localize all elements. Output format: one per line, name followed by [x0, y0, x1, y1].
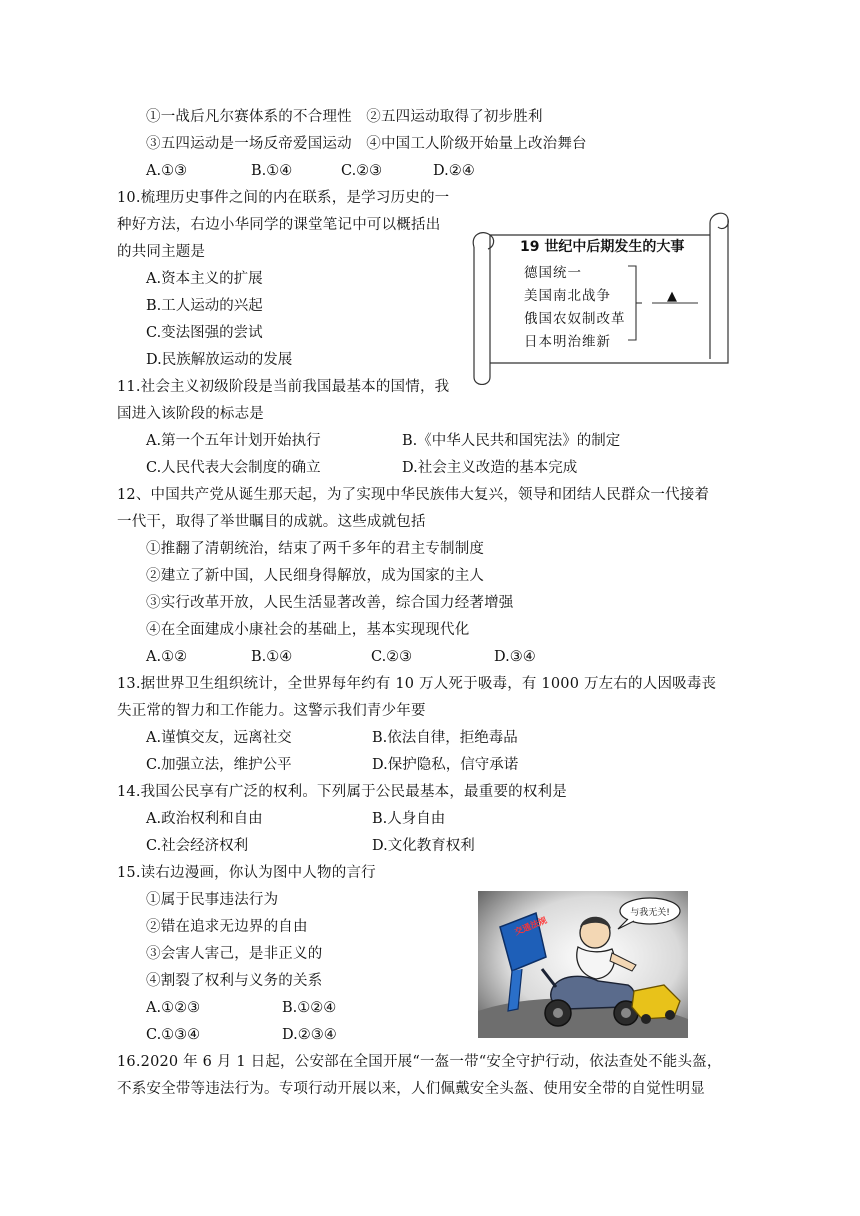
q12-stem-line2: 一代干，取得了举世瞩目的成就。这些成就包括 [117, 514, 426, 530]
q12-option-c: C.②③ [371, 649, 413, 665]
q15-statement-2: ②错在追求无边界的自由 [146, 919, 308, 935]
notes-item-2: 美国南北战争 [524, 288, 611, 304]
q12-option-d: D.③④ [494, 649, 536, 665]
q12-statement-3: ③实行改革开放，人民生活显著改善，综合国力经著增强 [146, 595, 514, 611]
q11-option-a: A.第一个五年计划开始执行 [146, 433, 321, 449]
notes-title: 19 世纪中后期发生的大事 [520, 239, 685, 255]
q14-option-a: A.政治权利和自由 [146, 811, 263, 827]
q15-option-b: B.①②④ [282, 1000, 337, 1016]
q10-option-d: D.民族解放运动的发展 [146, 352, 293, 368]
q14-stem-line1: 14.我国公民享有广泛的权利。下列属于公民最基本，最重要的权利是 [117, 784, 567, 800]
q9-option-b: B.①④ [251, 163, 293, 179]
q13-stem-line1: 13.据世界卫生组织统计，全世界每年约有 10 万人死于吸毒，有 1000 万左右的人因吸毒丧 [117, 676, 717, 692]
q12-statement-1: ①推翻了清朝统治，结束了两千多年的君主专制制度 [146, 541, 485, 557]
q12-option-b: B.①④ [251, 649, 293, 665]
q10-stem-line3: 的共同主题是 [117, 244, 206, 260]
q13-option-d: D.保护隐私，信守承诺 [372, 757, 519, 773]
q14-option-c: C.社会经济权利 [146, 838, 249, 854]
q9-statements-row1 [146, 107, 543, 127]
q12-statement-2: ②建立了新中国，人民细身得解放，成为国家的主人 [146, 568, 485, 584]
q11-option-c: C.人民代表大会制度的确立 [146, 460, 321, 476]
q9-option-a: A.①③ [146, 163, 188, 179]
q10-option-a: A.资本主义的扩展 [146, 271, 263, 287]
notes-item-3: 俄国农奴制改革 [524, 311, 626, 327]
q9-statement-1: ①一战后凡尔赛体系的不合理性 [146, 109, 352, 125]
q10-stem-line2: 种好方法，右边小华同学的课堂笔记中可以概括出 [117, 217, 441, 233]
q15-statement-4: ④割裂了权利与义务的关系 [146, 973, 323, 989]
q15-statement-1: ①属于民事违法行为 [146, 892, 279, 908]
q14-option-d: D.文化教育权利 [372, 838, 475, 854]
q13-option-a: A.谨慎交友，远离社交 [146, 730, 292, 746]
q9-option-d: D.②④ [433, 163, 475, 179]
q9-statement-4: ④中国工人阶级开始量上改治舞台 [366, 136, 587, 152]
q15-stem-line1: 15.读右边漫画，你认为图中人物的言行 [117, 865, 376, 881]
q15-option-a: A.①②③ [146, 1000, 201, 1016]
q16-stem-line2: 不系安全带等违法行为。专项行动开展以来，人们佩戴安全头盔、使用安全带的自觉性明显 [117, 1081, 705, 1097]
q13-option-b: B.依法自律，拒绝毒品 [372, 730, 518, 746]
q9-statement-3: ③五四运动是一场反帝爱国运动 [146, 136, 352, 152]
q13-stem-line2: 失正常的智力和工作能力。这警示我们青少年要 [117, 703, 426, 719]
speech-bubble-text: 与我无关! [630, 908, 670, 918]
q9-statements-row2 [146, 134, 587, 154]
q14-option-b: B.人身自由 [372, 811, 446, 827]
q15-option-c: C.①③④ [146, 1027, 201, 1043]
motorcycle-cartoon [478, 891, 688, 1038]
q11-stem-line2: 国进入该阶段的标志是 [117, 406, 264, 422]
q11-option-d: D.社会主义改造的基本完成 [402, 460, 578, 476]
q13-option-c: C.加强立法，维护公平 [146, 757, 292, 773]
q15-statement-3: ③会害人害己，是非正义的 [146, 946, 323, 962]
q10-stem-line1: 10.梳理历史事件之间的内在联系，是学习历史的一 [117, 190, 450, 206]
q9-statement-2: ②五四运动取得了初步胜利 [366, 109, 543, 125]
q11-option-b: B.《中华人民共和国宪法》的制定 [402, 433, 621, 449]
q10-option-b: B.工人运动的兴起 [146, 298, 263, 314]
sign-text: 交通法规 [513, 915, 549, 938]
q12-option-a: A.①② [146, 649, 188, 665]
q16-stem-line1: 16.2020 年 6 月 1 日起，公安部在全国开展“一盔一带“安全守护行动，依法查处不能头盔， [117, 1054, 722, 1070]
blank-triangle-icon: ▲ [667, 289, 677, 304]
q9-option-c: C.②③ [341, 163, 383, 179]
q12-statement-4: ④在全面建成小康社会的基础上，基本实现现代化 [146, 622, 470, 638]
q15-option-d: D.②③④ [282, 1027, 337, 1043]
notes-bracket [626, 262, 706, 346]
notes-item-4: 日本明治维新 [524, 334, 611, 350]
q12-stem-line1: 12、中国共产党从诞生那天起，为了实现中华民族伟大复兴，领导和团结人民群众一代接着 [117, 487, 710, 503]
q11-stem-line1: 11.社会主义初级阶段是当前我国最基本的国情，我 [117, 379, 450, 395]
q10-option-c: C.变法图强的尝试 [146, 325, 263, 341]
notes-item-1: 德国统一 [524, 265, 582, 281]
